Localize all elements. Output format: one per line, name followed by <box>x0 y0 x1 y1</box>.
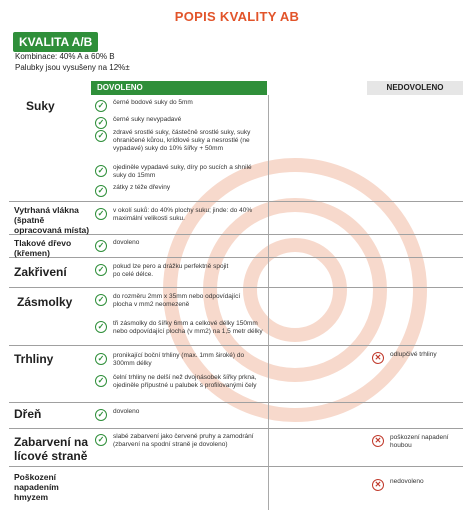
row-divider <box>9 287 463 288</box>
check-icon: ✓ <box>95 353 107 365</box>
check-icon: ✓ <box>95 240 107 252</box>
allowed-item <box>95 164 263 180</box>
cross-icon: ✕ <box>372 352 384 364</box>
forbidden-item-text: nedovoleno <box>390 478 424 485</box>
allowed-item-text: ojediněle vypadavé suky, díry po sucích a shnilé suky do 15mm <box>113 164 252 179</box>
forbidden-item-text: poškození napadení houbou <box>390 434 449 449</box>
cross-icon: ✕ <box>372 479 384 491</box>
forbidden-item-text: odlupčivé trhliny <box>390 351 437 358</box>
category-trhliny: Trhliny <box>14 352 54 366</box>
check-icon: ✓ <box>95 208 107 220</box>
watermark-logo <box>150 95 440 485</box>
quality-badge: KVALITA A/B <box>13 32 98 52</box>
row-divider <box>9 466 463 467</box>
category-dren: Dřeň <box>14 407 42 421</box>
check-icon: ✓ <box>95 165 107 177</box>
check-icon: ✓ <box>95 130 107 142</box>
moisture-text: Palubky jsou vysušeny na 12%± <box>15 63 130 72</box>
category-tlakove-drevo: Tlakové dřevo (křemen) <box>14 238 72 258</box>
forbidden-item <box>372 351 470 364</box>
check-icon: ✓ <box>95 100 107 112</box>
allowed-item <box>95 408 263 421</box>
category-vytrhana-vlakna: Vytrhaná vlákna (špatně opracovaná místa) <box>14 205 90 235</box>
forbidden-item <box>372 434 465 450</box>
allowed-item-text: pronikající boční trhliny (max. 1mm široké) do 300mm délky <box>113 352 245 367</box>
combination-text: Kombinace: 40% A a 60% B <box>15 52 115 61</box>
allowed-item <box>95 320 263 336</box>
allowed-item-text: černé suky nevypadavé <box>113 116 182 123</box>
category-zabarveni: Zabarvení na lícové straně <box>14 435 89 463</box>
allowed-column-header: DOVOLENO <box>91 81 267 95</box>
allowed-item-text: černé bodové suky do 5mm <box>113 99 193 106</box>
allowed-item <box>95 207 263 223</box>
allowed-item <box>95 352 258 368</box>
check-icon: ✓ <box>95 294 107 306</box>
allowed-item-text: tři zásmolky do šířky 6mm a celkové délky 150mm nebo odpovídající plocha (v mm2) na 1,5 metr délky <box>113 320 263 335</box>
allowed-item <box>95 184 263 197</box>
allowed-item <box>95 116 263 129</box>
allowed-item-text: dovoleno <box>113 239 140 246</box>
allowed-item-text: čelní trhliny ne delší než dvojnásobek šířky prkna, ojediněle přípustné u palubek s profilovanými čely <box>113 374 257 389</box>
allowed-item <box>95 433 258 449</box>
allowed-item <box>95 374 263 390</box>
check-icon: ✓ <box>95 185 107 197</box>
allowed-item <box>95 99 263 112</box>
row-divider <box>9 428 463 429</box>
category-zakriveni: Zakřivení <box>14 265 67 279</box>
allowed-item-text: v okolí suků: do 40% plochy suku; jinde: do 40% maximální velikosti suku. <box>113 207 253 222</box>
check-icon: ✓ <box>95 409 107 421</box>
allowed-item <box>95 129 263 153</box>
row-divider <box>9 201 463 202</box>
cross-icon: ✕ <box>372 435 384 447</box>
category-zasmolky: Zásmolky <box>17 295 73 309</box>
allowed-item <box>95 263 233 279</box>
category-poskozeni-hmyzem: Poškození napadením hmyzem <box>14 472 59 502</box>
forbidden-column-header: NEDOVOLENO <box>367 81 463 95</box>
column-divider <box>268 95 269 510</box>
check-icon: ✓ <box>95 264 107 276</box>
allowed-item <box>95 239 263 252</box>
check-icon: ✓ <box>95 117 107 129</box>
allowed-item-text: slabé zabarvení jako červené pruhy a zamodrání (zbarvení na spodní straně je dovoleno) <box>113 433 254 448</box>
allowed-item-text: zdravé srostlé suky, částečně srostlé suky, suky ohraničené kůrou, krídlové suky a nesrostlé (ne vypadavé) suky do 10% šířky + 50mm <box>113 129 251 152</box>
row-divider <box>9 345 463 346</box>
row-divider <box>9 402 463 403</box>
allowed-item-text: pokud lze pero a drážku perfektně spojit po celé délce. <box>113 263 229 278</box>
allowed-item <box>95 293 258 309</box>
allowed-item-text: dovoleno <box>113 408 140 415</box>
check-icon: ✓ <box>95 434 107 446</box>
allowed-item-text: do rozměru 2mm x 35mm nebo odpovídající plocha v mm2 neomezeně <box>113 293 241 308</box>
check-icon: ✓ <box>95 375 107 387</box>
page-title: POPIS KVALITY AB <box>174 9 300 24</box>
category-suky: Suky <box>26 99 55 113</box>
allowed-item-text: zátky z téže dřeviny <box>113 184 171 191</box>
forbidden-item <box>372 478 465 491</box>
check-icon: ✓ <box>95 321 107 333</box>
